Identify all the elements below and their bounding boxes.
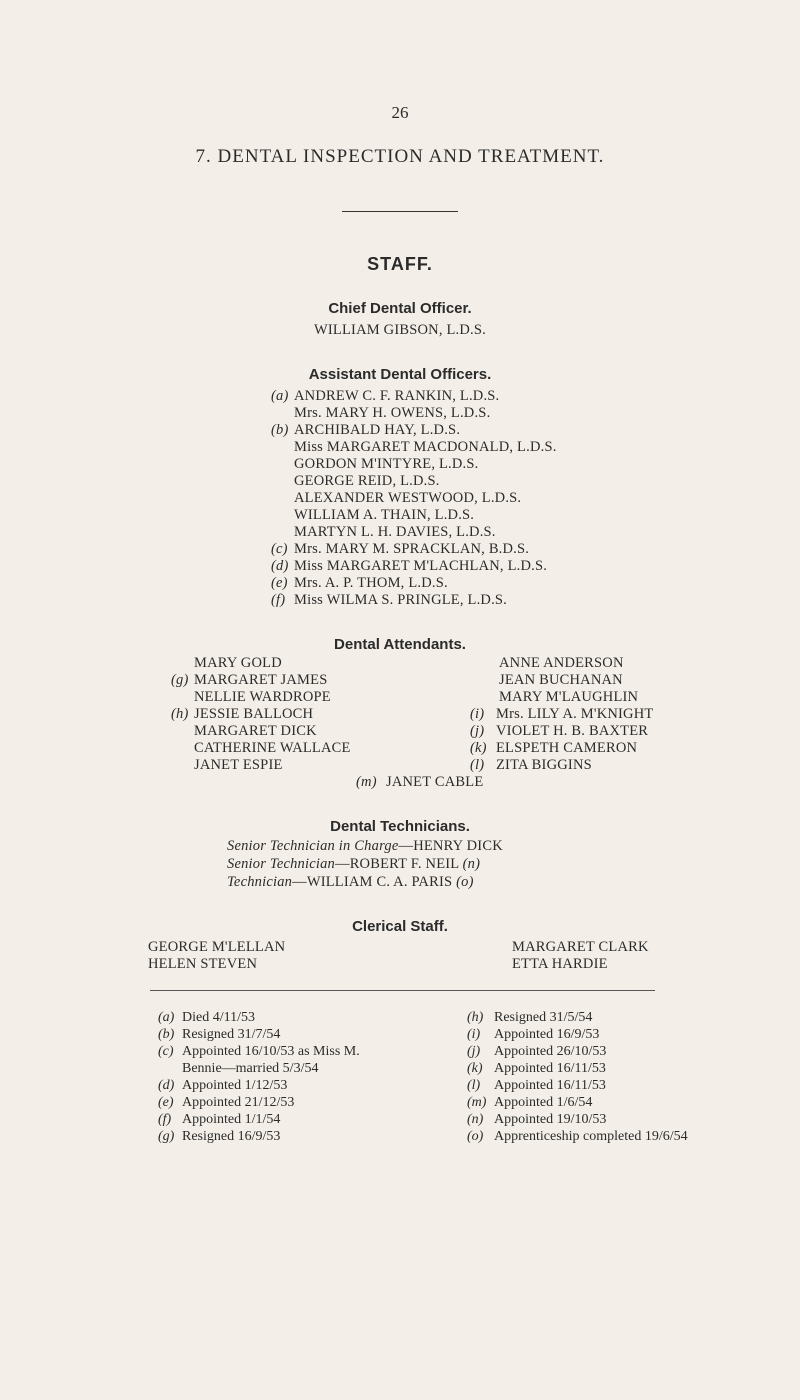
footnote-mark: (g) xyxy=(171,672,189,688)
list-item xyxy=(271,575,448,592)
clerical-name: ETTA HARDIE xyxy=(512,956,608,972)
attendant-name: VIOLET H. B. BAXTER xyxy=(496,723,649,739)
attendant-name: MARY GOLD xyxy=(194,655,282,671)
list-item xyxy=(294,456,478,473)
footnote-text: Appointed 1/1/54 xyxy=(182,1112,281,1127)
footnote-text: Appointed 1/12/53 xyxy=(182,1078,288,1093)
list-item xyxy=(194,757,283,774)
list-item xyxy=(470,723,648,740)
footnote xyxy=(467,1010,592,1026)
footnote-divider xyxy=(150,990,655,991)
assistant-name: ARCHIBALD HAY, L.D.S. xyxy=(294,422,461,438)
footnote xyxy=(158,1078,287,1094)
list-item xyxy=(294,473,440,490)
footnote-mark: (l) xyxy=(467,1078,481,1093)
footnote-mark: (j) xyxy=(470,723,485,739)
footnote-mark: (j) xyxy=(467,1044,481,1059)
footnote-mark: (h) xyxy=(467,1010,484,1025)
footnote-text: Appointed 16/11/53 xyxy=(494,1078,606,1093)
footnote-mark: (b) xyxy=(271,422,289,438)
attendant-name: JESSIE BALLOCH xyxy=(194,706,314,722)
technician-name: HENRY DICK xyxy=(413,838,503,854)
footnote xyxy=(158,1129,280,1145)
list-item xyxy=(271,541,529,558)
footnote-text: Appointed 21/12/53 xyxy=(182,1095,295,1110)
list-item xyxy=(194,655,282,672)
assistant-name: Miss MARGARET MACDONALD, L.D.S. xyxy=(294,439,557,455)
footnote-mark: (o) xyxy=(456,874,474,890)
footnote-mark: (e) xyxy=(271,575,288,591)
list-item xyxy=(499,672,623,689)
footnote-mark: (f) xyxy=(271,592,286,608)
footnote-mark: (m) xyxy=(467,1095,487,1110)
technician-row: Senior Technician in Charge—HENRY DICK xyxy=(227,838,503,854)
footnote-text: Resigned 31/7/54 xyxy=(182,1027,281,1042)
footnote xyxy=(158,1044,360,1060)
footnote xyxy=(467,1112,606,1128)
attendant-name: ANNE ANDERSON xyxy=(499,655,624,671)
footnote-mark: (g) xyxy=(158,1129,175,1144)
footnote xyxy=(182,1061,318,1077)
footnote-mark: (i) xyxy=(470,706,485,722)
assistant-name: MARTYN L. H. DAVIES, L.D.S. xyxy=(294,524,496,540)
list-item xyxy=(271,388,499,405)
footnote-mark: (m) xyxy=(356,774,377,790)
footnote-text: Appointed 26/10/53 xyxy=(494,1044,607,1059)
list-item xyxy=(294,507,474,524)
assistant-name: Mrs. MARY M. SPRACKLAN, B.D.S. xyxy=(294,541,530,557)
footnote xyxy=(467,1095,592,1111)
footnote-text: Resigned 16/9/53 xyxy=(182,1129,281,1144)
list-item xyxy=(294,439,557,456)
footnote-mark: (b) xyxy=(158,1027,175,1042)
footnote xyxy=(467,1129,688,1145)
assistant-name: ALEXANDER WESTWOOD, L.D.S. xyxy=(294,490,522,506)
assistant-name: Mrs. MARY H. OWENS, L.D.S. xyxy=(294,405,491,421)
technician-name: WILLIAM C. A. PARIS xyxy=(306,874,453,890)
attendant-name: JANET CABLE xyxy=(386,774,484,790)
footnote-mark: (c) xyxy=(158,1044,174,1059)
list-item xyxy=(171,672,327,689)
footnote-mark: (n) xyxy=(467,1112,484,1127)
attendant-name: Mrs. LILY A. M'KNIGHT xyxy=(496,706,654,722)
list-item xyxy=(271,558,547,575)
attendant-name: JANET ESPIE xyxy=(194,757,283,773)
list-item xyxy=(470,757,592,774)
footnote-text: Appointed 16/10/53 as Miss M. xyxy=(182,1044,360,1059)
footnote xyxy=(467,1044,606,1060)
footnote-text: Appointed 19/10/53 xyxy=(494,1112,607,1127)
clerical-name: MARGARET CLARK xyxy=(512,939,649,955)
footnote xyxy=(158,1095,294,1111)
footnote-mark: (k) xyxy=(467,1061,483,1076)
chief-heading: Chief Dental Officer. xyxy=(328,300,472,317)
clerical-name: HELEN STEVEN xyxy=(148,956,258,972)
footnote-mark: (h) xyxy=(171,706,189,722)
footnote-text: Appointed 1/6/54 xyxy=(494,1095,593,1110)
assistant-name: WILLIAM A. THAIN, L.D.S. xyxy=(294,507,475,523)
attendant-name: MARGARET DICK xyxy=(194,723,317,739)
section-title: 7. DENTAL INSPECTION AND TREATMENT. xyxy=(195,146,605,167)
assistant-name: GEORGE REID, L.D.S. xyxy=(294,473,440,489)
footnote-text: Appointed 16/9/53 xyxy=(494,1027,600,1042)
footnote-mark: (n) xyxy=(462,856,481,872)
list-item xyxy=(294,490,521,507)
chief-name: WILLIAM GIBSON, L.D.S. xyxy=(314,322,486,338)
list-item xyxy=(294,524,496,541)
footnote-mark: (a) xyxy=(158,1010,175,1025)
attendant-name: ELSPETH CAMERON xyxy=(496,740,638,756)
footnote-mark: (o) xyxy=(467,1129,484,1144)
list-item xyxy=(271,592,507,609)
footnote-mark: (e) xyxy=(158,1095,174,1110)
list-item xyxy=(294,405,490,422)
assistant-name: Miss WILMA S. PRINGLE, L.D.S. xyxy=(294,592,507,608)
footnote-mark: (k) xyxy=(470,740,487,756)
footnote-mark: (d) xyxy=(271,558,289,574)
assistants-heading: Assistant Dental Officers. xyxy=(308,366,492,383)
page-number: 26 xyxy=(391,103,409,122)
attendant-name: CATHERINE WALLACE xyxy=(194,740,351,756)
footnote xyxy=(467,1027,599,1043)
list-item xyxy=(356,774,483,791)
assistant-name: ANDREW C. F. RANKIN, L.D.S. xyxy=(294,388,500,404)
technician-row: Senior Technician—ROBERT F. NEIL (n) xyxy=(227,856,481,872)
attendant-name: MARGARET JAMES xyxy=(194,672,328,688)
technician-role: Senior Technician xyxy=(227,856,335,872)
technicians-heading: Dental Technicians. xyxy=(330,818,470,835)
assistant-name: GORDON M'INTYRE, L.D.S. xyxy=(294,456,479,472)
technician-row: Technician—WILLIAM C. A. PARIS (o) xyxy=(227,874,474,890)
footnote-mark: (i) xyxy=(467,1027,481,1042)
attendant-name: MARY M'LAUGHLIN xyxy=(499,689,639,705)
list-item xyxy=(194,689,331,706)
assistant-name: Mrs. A. P. THOM, L.D.S. xyxy=(294,575,448,591)
attendant-name: ZITA BIGGINS xyxy=(496,757,592,773)
technician-name: ROBERT F. NEIL xyxy=(349,856,459,872)
assistant-name: Miss MARGARET M'LACHLAN, L.D.S. xyxy=(294,558,548,574)
footnote xyxy=(158,1027,280,1043)
footnote xyxy=(467,1061,606,1077)
footnote-mark: (f) xyxy=(158,1112,172,1127)
clerical-heading: Clerical Staff. xyxy=(352,918,448,935)
footnote-mark: (a) xyxy=(271,388,289,404)
list-item xyxy=(499,655,624,672)
divider xyxy=(342,211,458,212)
attendants-heading: Dental Attendants. xyxy=(334,636,466,653)
footnote-text: Bennie—married 5/3/54 xyxy=(182,1061,319,1076)
list-item xyxy=(194,723,317,740)
footnote xyxy=(158,1010,255,1026)
attendant-name: NELLIE WARDROPE xyxy=(194,689,331,705)
footnote-text: Apprenticeship completed 19/6/54 xyxy=(494,1129,688,1144)
footnote-text: Appointed 16/11/53 xyxy=(494,1061,606,1076)
list-item xyxy=(194,740,351,757)
technician-role: Senior Technician in Charge xyxy=(227,838,399,854)
footnote-text: Died 4/11/53 xyxy=(182,1010,255,1025)
footnote-mark: (l) xyxy=(470,757,485,773)
footnote xyxy=(158,1112,280,1128)
list-item xyxy=(470,740,637,757)
list-item xyxy=(271,422,460,439)
list-item xyxy=(470,706,653,723)
footnote xyxy=(467,1078,606,1094)
technician-role: Technician xyxy=(227,874,293,890)
list-item xyxy=(499,689,638,706)
footnote-mark: (d) xyxy=(158,1078,175,1093)
attendant-name: JEAN BUCHANAN xyxy=(499,672,623,688)
staff-heading: STAFF. xyxy=(367,254,433,274)
footnote-mark: (c) xyxy=(271,541,288,557)
footnote-text: Resigned 31/5/54 xyxy=(494,1010,593,1025)
clerical-name: GEORGE M'LELLAN xyxy=(148,939,286,955)
list-item xyxy=(171,706,313,723)
